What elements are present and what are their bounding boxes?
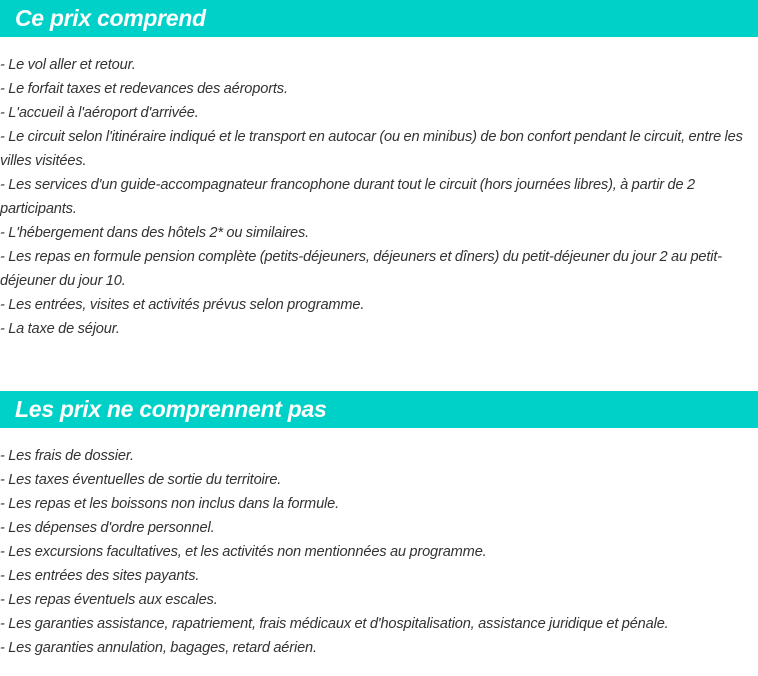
excludes-header <box>0 391 758 428</box>
list-item: - Les frais de dossier. <box>0 448 134 464</box>
list-item: - Les garanties assistance, rapatriement, frais médicaux et d'hospitalisation, assistance juridique et pénale. <box>0 616 669 632</box>
list-item: - L'hébergement dans des hôtels 2* ou similaires. <box>0 225 310 241</box>
list-item: - L'accueil à l'aéroport d'arrivée. <box>0 105 199 121</box>
includes-title: Ce prix comprend <box>15 5 206 31</box>
list-item: - La taxe de séjour. <box>0 321 120 337</box>
list-item: - Les repas éventuels aux escales. <box>0 592 218 608</box>
list-item: - Le forfait taxes et redevances des aéroports. <box>0 81 288 97</box>
list-item: - Le vol aller et retour. <box>0 57 136 73</box>
list-item: - Les services d'un guide-accompagnateur francophone durant tout le circuit (hors journées libres), à partir de 2 participants. <box>0 177 695 217</box>
list-item: - Les repas et les boissons non inclus dans la formule. <box>0 496 339 512</box>
list-item: - Les entrées des sites payants. <box>0 568 200 584</box>
excludes-title: Les prix ne comprennent pas <box>15 396 327 422</box>
list-item: - Le circuit selon l'itinéraire indiqué et le transport en autocar (ou en minibus) de bon confort pendant le circuit, entre les villes visitées. <box>0 129 743 169</box>
excludes-section <box>0 391 758 660</box>
list-item: - Les taxes éventuelles de sortie du territoire. <box>0 472 282 488</box>
includes-list <box>0 37 758 341</box>
excludes-list <box>0 428 758 660</box>
list-item: - Les garanties annulation, bagages, retard aérien. <box>0 640 317 656</box>
list-item: - Les dépenses d'ordre personnel. <box>0 520 215 536</box>
list-item: - Les repas en formule pension complète (petits-déjeuners, déjeuners et dîners) du petit-déjeuner du jour 2 au petit-déjeuner du jour 10. <box>0 249 722 289</box>
list-item: - Les excursions facultatives, et les activités non mentionnées au programme. <box>0 544 487 560</box>
includes-header <box>0 0 758 37</box>
list-item: - Les entrées, visites et activités prévus selon programme. <box>0 297 365 313</box>
